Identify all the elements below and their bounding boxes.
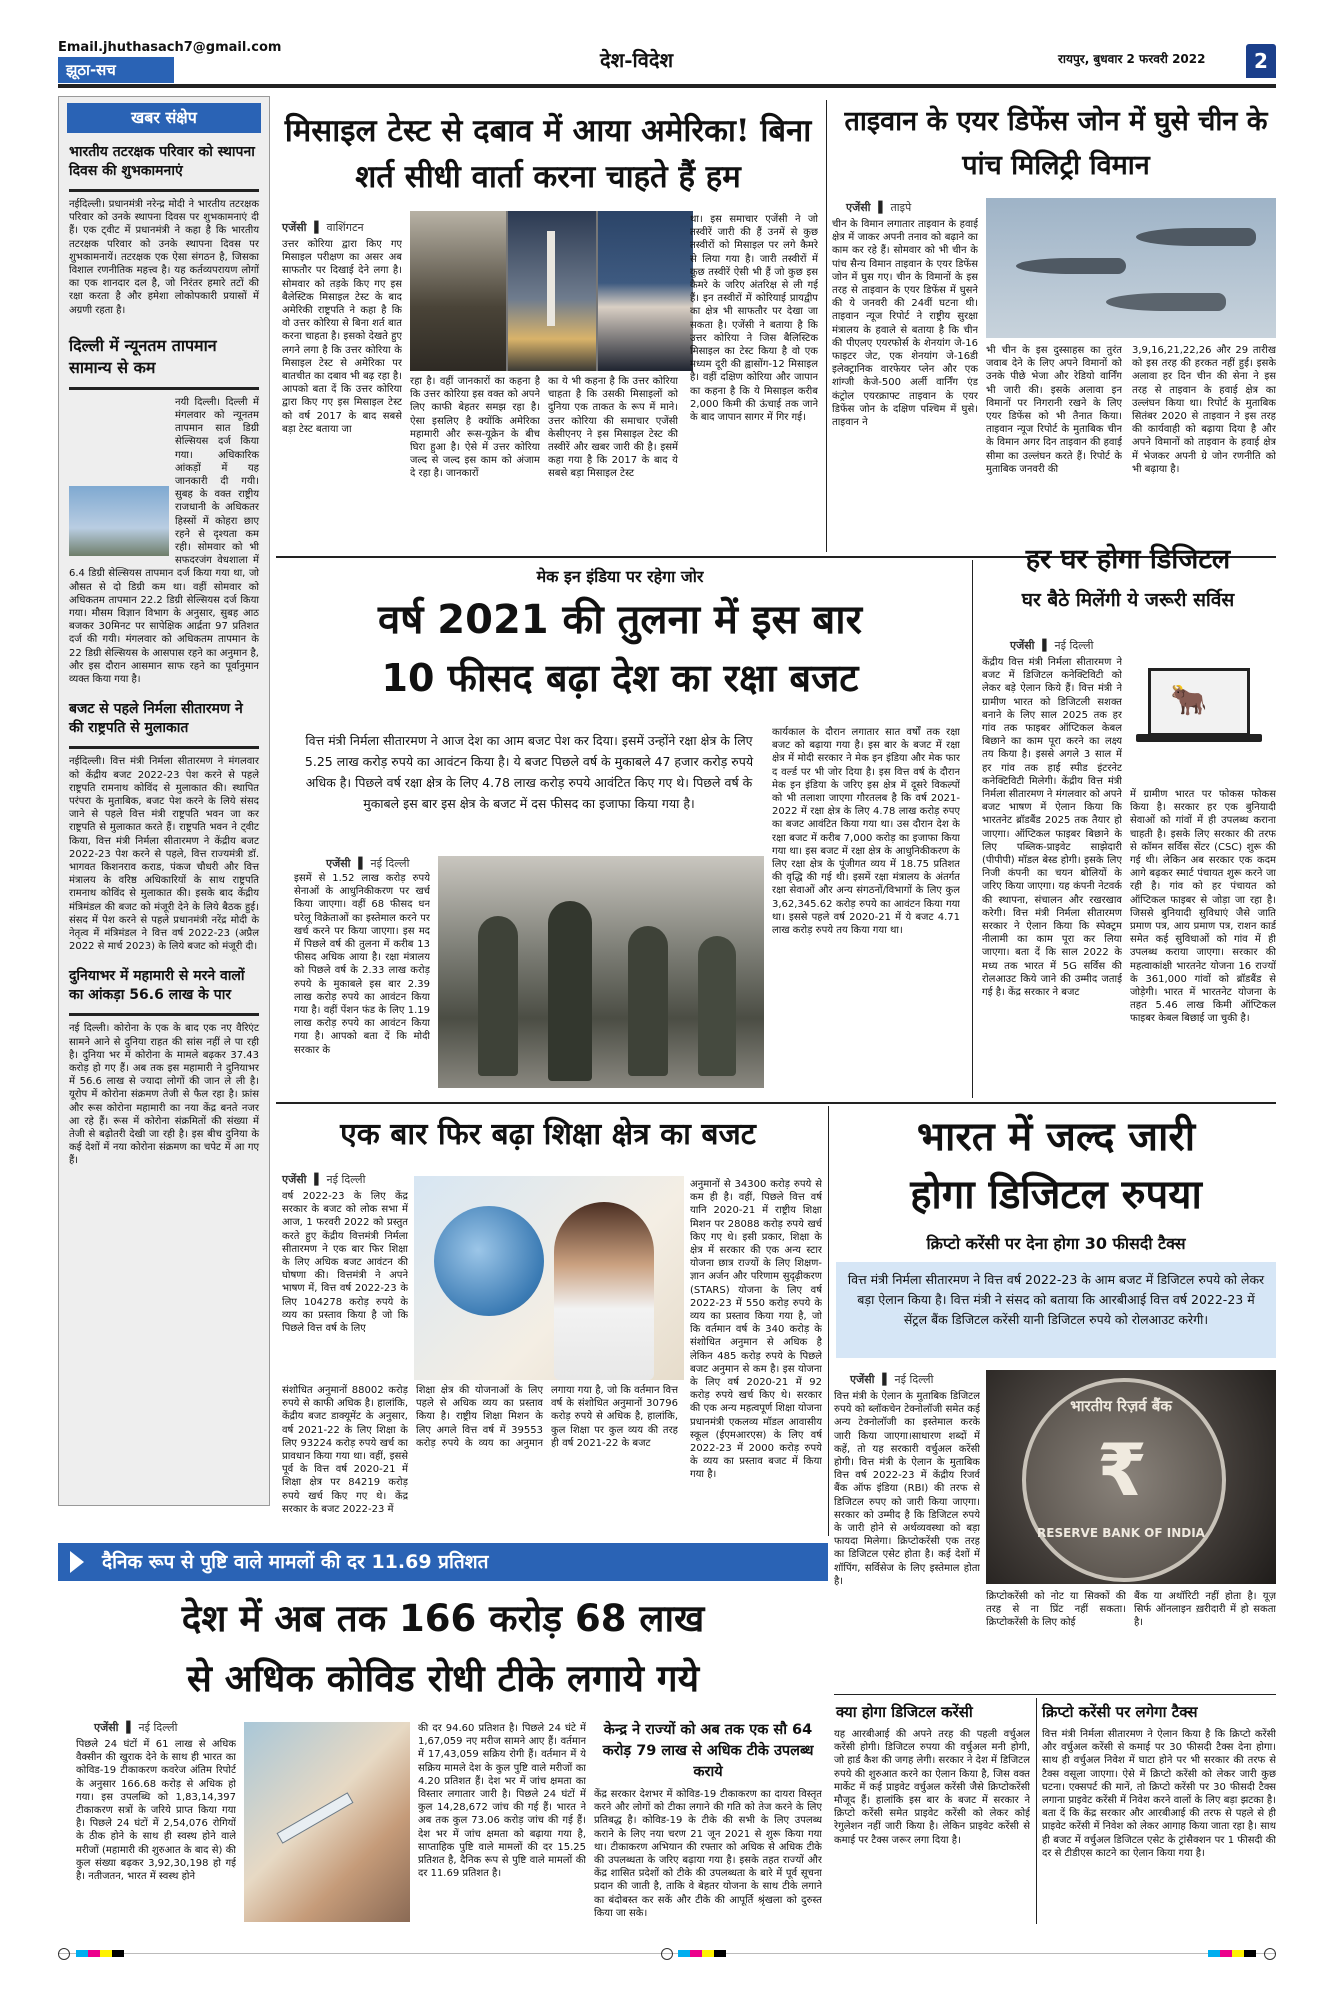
masthead-date: रायपुर, बुधवार 2 फरवरी 2022 — [1058, 52, 1206, 66]
defence-intro: वित्त मंत्री निर्मला सीतारमण ने आज देश का आम बजट पेश कर दिया। इसमें उन्होंने रक्षा क्षेत्र के लिए 5.25 लाख करोड़ रुपये का आवंटन किया है। ये बजट पिछले वर्ष के मुकाबले 47 हजार करोड़ रुपये अधिक है। पिछले वर्ष रक्षा क्षेत्र के लिए 4.78 लाख करोड़ रुपये आवंटित किए गए थे। पिछले वर्ष के मुकाबले इस बार इस क्षेत्र के बजट में दस फीसद का इजाफा किया गया है। — [304, 733, 754, 811]
soldier-silhouette — [628, 926, 668, 1076]
article-text: का ये भी कहना है कि उत्तर कोरिया चाहता है कि उसकी मिसाइलों को दुनिया एक ताकत के रूप में माने। उत्तर कोरिया की समाचार एजेंसी केसीएनए ने इस मिसाइल टेस्ट की तस्वीरें और खबर जारी की है। इसमें कहा गया है कि 2017 के बाद ये सबसे बड़ा मिसाइल टेस्ट — [548, 376, 678, 480]
syringe-icon — [276, 1792, 353, 1843]
globe-shape — [434, 1206, 544, 1316]
page-number-badge — [1246, 44, 1276, 78]
rupee-intro: वित्त मंत्री निर्मला सीतारमण ने वित्त वर्ष 2022-23 के आम बजट में डिजिटल रुपये को लेकर बड़ा ऐलान किया है। वित्त मंत्री ने संसद को बताया कि आरबीआई वित्त वर्ष 2022-23 में सेंट्रल बैंक डिजिटल करेंसी यानी डिजिटल रुपये को रोलआउट करेगी। — [847, 1272, 1265, 1327]
sidebar-headline[interactable]: दिल्ली में न्यूनतम तापमान सामान्य से कम — [69, 335, 217, 377]
sidebar-title — [67, 103, 261, 133]
dateline: नई दिल्ली — [326, 1173, 366, 1186]
section-title: देश-विदेश — [600, 48, 674, 72]
masthead-brand — [58, 57, 174, 83]
defence-headline[interactable]: वर्ष 2021 की तुलना में इस बार — [378, 597, 862, 643]
fog-photo — [69, 486, 169, 556]
sidebar-divider — [69, 746, 259, 749]
article-text: अनुमानों से 34300 करोड़ रुपये से कम ही है। वहीं, पिछले वित्त वर्ष यानि 2020-21 में राष्ट्रीय शिक्षा मिशन पर 28088 करोड़ रुपये खर्च किए गए थे। इसी प्रकार, शिक्षा के क्षेत्र में सरकार की एक अन्य स्टार योजना छात्र राज्यों के लिए शिक्षण-ज्ञान अर्जन और परिणाम सुदृढ़ीकरण (STARS) योजना के लिए वर्ष 2022-23 में 550 करोड़ रुपये के व्यय का प्रस्ताव किया गया है, जो कि वर्तमान वर्ष के 340 करोड़ के संशोधित अनुमान से अधिक है लेकिन 485 करोड़ रुपये के पिछले बजट अनुमान से कम है। इस योजना के लिए वर्ष 2020-21 में 92 करोड़ रुपये खर्च किए थे। सरकार की एक अन्य महत्वपूर्ण शिक्षा योजना प्रधानमंत्री एकलव्य मॉडल आवासीय स्कूल (ईएमआरएस) के लिए वर्ष 2022-23 में 2000 करोड़ रुपये के व्यय का प्रस्ताव बजट में किया गया है। — [690, 1179, 822, 1481]
sidebar-text: नयी दिल्ली। दिल्ली में मंगलवार को न्यूनतम तापमान सात डिग्री सेल्सियस दर्ज किया गया। अधिकारिक आंकड़ों में यह जानकारी दी गयी। सुबह के वक्त राष्ट्रीय राजधानी के अधिकतर हिस्सों में कोहरा छाए रहने से दृश्यता कम रही। सोमवार को भी सफदरजंग वेधशाला में 6.4 डिग्री सेल्सियस तापमान दर्ज किया गया था, जो औसत से दो डिग्री कम था। वहीं सोमवार को अधिकतम तापमान 22.2 डिग्री सेल्सियस दर्ज किया गया। मौसम विज्ञान विभाग के अनुसार, सुबह आठ बजकर 30मिनट पर सापेक्षिक आर्द्रता 97 प्रतिशत दर्ज की गयी। मंगलवार को अधिकतम तापमान के 22 डिग्री सेल्सियस के आसपास रहने का अनुमान है, और इस दौरान आसमान साफ रहने का पूर्वानुमान व्यक्त किया गया है। — [69, 396, 259, 686]
jet-silhouette — [1016, 258, 1126, 274]
article-text: की दर 94.60 प्रतिशत है। पिछले 24 घंटे में 1,67,059 नए मरीज सामने आए हैं। वर्तमान में 17,43,059 सक्रिय रोगी हैं। वर्तमान में ये सक्रिय मामले देश के कुल पुष्टि वाले मरीजों का 4.20 प्रतिशत हैं। देश भर में जांच क्षमता का विस्तार लगातार जारी है। पिछले 24 घंटों में कुल 14,28,672 जांच की गई हैं। भारत ने अब तक कुल 73.06 करोड़ जांच की गई हैं। देश भर में जांच क्षमता को बढ़ाया गया है, साप्ताहिक पुष्टि वाले मामलों की दर 15.25 प्रतिशत है, दैनिक रूप से पुष्टि वाले मामलों की दर 11.69 प्रतिशत है। — [418, 1723, 586, 1880]
sidebar-divider — [69, 1013, 259, 1016]
agency: एजेंसी — [1010, 639, 1035, 652]
news-brief-sidebar — [58, 96, 270, 1506]
leader-photo — [410, 211, 506, 371]
registration-mark-icon — [1264, 1948, 1276, 1960]
defence-byline: एजेंसी ▌ नई दिल्ली — [326, 857, 410, 870]
article-text: यह आरबीआई की अपने तरह की पहली वर्चुअल करेंसी होगी। डिजिटल रुपया की वर्चुअल मनी होगी, जो हार्ड कैश की जगह लेगी। सरकार ने देश में डिजिटल रुपये की शुरुआत करने का ऐलान किया है, जिस वक्त मार्केट में कई प्राइवेट वर्चुअल करेंसी जैसे क्रिप्टोकरेंसी मौजूद हैं। हालांकि इस बार के बजट में सरकार ने क्रिप्टो करेंसी समेत प्राइवेट करेंसी को लेकर कोई रेगुलेशन नहीं जारी किया है। लेकिन प्राइवेट करेंसी से कमाई पर टैक्स जरूर लगा दिया है। — [834, 1729, 1030, 1846]
dateline: नई दिल्ली — [370, 857, 410, 870]
column-divider — [1036, 1698, 1037, 1924]
sidebar-divider — [69, 189, 259, 192]
registration-mark-icon — [661, 1948, 673, 1960]
horizontal-rule — [834, 1694, 1276, 1695]
sidebar-text: नईदिल्ली। प्रधानमंत्री नरेन्द्र मोदी ने भारतीय तटरक्षक परिवार को उनके स्थापना दिवस पर शुभकामनाएं दी हैं। एक ट्वीट में प्रधानमंत्री ने कहा है कि भारतीय तटरक्षक परिवार को उनके स्थापना दिवस पर शुभकामनायें। तटरक्षक एक ऐसा संगठन है, जिसका विशाल रणनीतिक महत्त्व है। यह कर्तव्यपरायण लोगों का एक शानदार दल है, जो निरंतर हमारे तटों की रक्षा करता है और हमेशा लोकोपकारी प्रयासों में अग्रणी रहता है। — [69, 199, 259, 316]
girl-with-globe-photo — [414, 1176, 684, 1380]
brand-label: झूठा-सच — [66, 61, 116, 79]
soldiers-photo — [438, 856, 764, 1088]
sidebar-headline[interactable]: भारतीय तटरक्षक परिवार को स्थापना दिवस की शुभकामनाएं — [69, 144, 255, 179]
dateline: ताइपे — [890, 201, 912, 214]
jet-silhouette — [1136, 228, 1256, 246]
defence-headline[interactable]: 10 फीसद बढ़ा देश का रक्षा बजट — [381, 656, 859, 700]
digital-byline: एजेंसी ▌ नई दिल्ली — [1010, 639, 1094, 652]
article-text: केंद्रीय वित्त मंत्री निर्मला सीतारमण ने बजट में डिजिटल कनेक्टिविटी को लेकर बड़े ऐलान किये हैं। वित्त मंत्री ने ग्रामीण भारत को डिजिटली सशक्त बनाने के लिए साल 2025 तक हर गांव तक फाइबर ऑप्टिकल केबल बिछाने का काम पूरा करने का लक्ष्य तय किया है। इससे अगले 3 साल में हर गांव तक हाई स्पीड इंटरनेट कनेक्टिविटी मिलेगी। केंद्रीय वित्त मंत्री निर्मला सीतारमण ने मंगलवार को अपने बजट भाषण में ऐलान किया कि भारतनेट ब्रॉडबैंड 2025 तक तैयार हो जाएगा। ऑप्टिकल फाइबर बिछाने के लिए पब्लिक-प्राइवेट साझेदारी (पीपीपी) मॉडल बेस्ड होगी। इसके लिए निजी कंपनी का चयन बोलियों के जरिए किया जाएगा। यह कंपनी नेटवर्क की स्थापना, संचालन और रखरखाव करेगी। वित्त मंत्री निर्मला सीतारमण सरकार ने ऐलान किया कि स्पेक्ट्रम नीलामी का काम पूरा कर लिया जाएगा। बता दें कि साल 2022 के मध्य तक भारत में 5G सर्विस की रोलआउट किये जाने की उम्मीद जताई गई है। केंद्र सरकार ने बजट — [982, 657, 1122, 999]
rupee-subhead[interactable]: क्या होगा डिजिटल करेंसी — [836, 1703, 973, 1721]
rbi-seal-text-english: RESERVE BANK OF INDIA — [1037, 1526, 1205, 1540]
vaccine-side-headline[interactable]: केन्द्र ने राज्यों को अब तक एक सौ 64 करोड़ 79 लाख से अधिक टीके उपलब्ध कराये — [602, 1722, 814, 1780]
agency: एजेंसी — [326, 857, 351, 870]
agency: एजेंसी — [846, 201, 871, 214]
article-text: में ग्रामीण भारत पर फोकस फोकस किया है। सरकार हर एक बुनियादी सेवाओं को गांवों में ही उपलब्ध कराना चाहती है। इसके लिए सरकार की तरफ से कॉमन सर्विस सेंटर (CSC) शुरू की गई थी। लेकिन अब सरकार एक कदम आगे बढ़कर स्मार्ट पंचायत शुरू करने जा रही है। गांव को हर पंचायत को ऑप्टिकल फाइबर से जोड़ा जा रहा है। जिससे बुनियादी सुविधाएं जैसे जाति प्रमाण पत्र, आय प्रमाण पत्र, राशन कार्ड समेत कई सुविधाओं को गांव में ही उपलब्ध कराया जाएगा। सरकार की महत्वाकांक्षी भारतनेट योजना 16 राज्यों के 361,000 गांवों को ब्रॉडबैंड से जोड़ेगी। भारत में भारतनेट योजना के तहत 5.46 लाख किमी ऑप्टिकल फाइबर केबल बिछाई जा चुकी है। — [1130, 789, 1276, 1025]
fighter-jets-photo — [986, 198, 1276, 338]
article-text: भी चीन के इस दुस्साहस का तुरंत जवाब देने के लिए अपने विमानों को उनके पीछे भेजा और रेडियो वार्निंग भी जारी की। इसके अलावा इन विमानों पर निगरानी रखने के लिए एयर डिफेंस को भी तैनात किया। ताइवान न्यूज रिपोर्ट के मुताबिक चीन के विमान अगर दिन ताइवान की हवाई सीमा का उल्लंघन करते हैं। रिपोर्ट के मुताबिक जनवरी की — [986, 345, 1122, 475]
vaccine-banner-text: दैनिक रूप से पुष्टि वाले मामलों की दर 11.69 प्रतिशत — [102, 1551, 489, 1573]
article-text: पिछले 24 घंटों में 61 लाख से अधिक वैक्सीन की खुराक देने के साथ ही भारत का कोविड-19 टीकाकरण कवरेज अंतिम रिपोर्ट के अनुसार 166.68 करोड़ से अधिक हो गया। इस उपलब्धि को 1,83,14,397 टीकाकरण सत्रों के जरिये प्राप्त किया गया है। पिछले 24 घंटों में 2,54,076 रोगियों के ठीक होने के साथ ही स्वस्थ होने वाले मरीजों (महामारी की शुरुआत के बाद से) की कुल संख्या बढ़कर 3,92,30,198 हो गई है। नतीजतन, भारत में स्वस्थ होने — [76, 1739, 236, 1883]
rupee-subheadline: क्रिप्टो करेंसी पर देना होगा 30 फीसदी टैक्स — [926, 1234, 1186, 1253]
dateline: नई दिल्ली — [138, 1721, 178, 1734]
agency: एजेंसी — [850, 1373, 875, 1386]
rupee-intro-box — [836, 1262, 1276, 1358]
missile-headline[interactable]: मिसाइल टेस्ट से दबाव में आया अमेरिका! बिना शर्त सीधी वार्ता करना चाहते हैं हम — [284, 113, 812, 195]
soldier-silhouette — [548, 901, 592, 1081]
footer-bar — [58, 1948, 1276, 1960]
dateline: वाशिंगटन — [326, 221, 364, 234]
taiwan-byline: एजेंसी ▌ ताइपे — [846, 201, 912, 214]
article-text: वर्ष 2022-23 के लिए केंद्र सरकार के बजट को लोक सभा में आज, 1 फरवरी 2022 को प्रस्तुत करते हुए केंद्रीय वित्तमंत्री निर्मला सीतारमण ने एक बार फिर शिक्षा के लिए अधिक बजट आवंटन की घोषणा की। वित्तमंत्री ने अपने भाषण में, वित्त वर्ष 2022-23 के लिए 104278 करोड़ रुपये के व्यय का प्रस्ताव किया है जो कि पिछले वित्त वर्ष के लिए — [282, 1191, 408, 1335]
sidebar-divider — [69, 387, 259, 390]
jet-silhouette — [1106, 293, 1226, 311]
banner-arrow — [70, 1551, 84, 1573]
article-text: केंद्र सरकार देशभर में कोविड-19 टीकाकरण का दायरा विस्तृत करने और लोगों को टीका लगाने की गति को तेज करने के लिए प्रतिबद्ध है। कोविड-19 के टीके की सभी के लिए उपलब्ध कराने के लिए नया चरण 21 जून 2021 से शुरू किया गया था। टीकाकरण अभियान की रफ्तार को अधिक से अधिक टीके की उपलब्धता के जरिए बढ़ाया गया है। इसके तहत राज्यों और केंद्र शासित प्रदेशों को टीके की उपलब्धता के बारे में पूर्व सूचना प्रदान की जाती है, ताकि वे बेहतर योजना के साथ टीके लगाने का बंदोबस्त कर सकें और टीके की आपूर्ति श्रृंखला को दुरुस्त किया जा सके। — [594, 1789, 822, 1919]
girl-silhouette — [554, 1202, 654, 1380]
article-text: क्रिप्टोकरेंसी को नोट या सिक्कों की तरह से ना प्रिंट नहीं सकता। क्रिप्टोकरेंसी के लिए कोई — [986, 1591, 1126, 1629]
color-swatch-strip — [1208, 1950, 1256, 1957]
missile-photo-collage — [410, 211, 693, 371]
education-byline: एजेंसी ▌ नई दिल्ली — [282, 1173, 366, 1186]
masthead-rule — [58, 84, 1276, 88]
masthead — [0, 0, 1323, 92]
article-text: इसमें से 1.52 लाख करोड़ रुपये सेनाओं के आधुनिकीकरण पर खर्च किया जाएगा। वहीं 68 फीसद धन घरेलू विक्रेताओं का इस्तेमाल करने पर खर्च करने पर किया जाएगा। इस मद में पिछले वर्ष की तुलना में करीब 13 फीसद अधिक आया है। रक्षा मंत्रालय को पिछले वर्ष के 2.33 लाख करोड़ रुपये के मुकाबले इस बार 2.39 लाख करोड़ रुपये का आवंटन किया गया है। वहीं पेंशन फंड के लिए 1.19 लाख करोड़ रुपये का आवंटन किया गया है। आपको बता दें कि मोदी सरकार के — [294, 873, 430, 1056]
rbi-seal-photo — [986, 1370, 1276, 1584]
column-divider — [972, 560, 973, 1098]
rupee-subhead[interactable]: क्रिप्टो करेंसी पर लगेगा टैक्स — [1042, 1703, 1198, 1721]
article-text: वित्त मंत्री निर्मला सीतारमण ने ऐलान किया है कि क्रिप्टो करेंसी और वर्चुअल करेंसी से कमाई पर 30 फीसदी टैक्स देना होगा। साथ ही वर्चुअल निवेश में घाटा होने पर भी सरकार की तरफ से टैक्स वसूला जाएगा। ऐसे में क्रिप्टो करेंसी को लेकर जारी कुछ घटना। एक्सपर्ट की मानें, तो क्रिप्टो करेंसी पर 30 फीसदी टैक्स लगाना प्राइवेट करेंसी में निवेश करने वालों के लिए बड़ा झटका है। बता दें कि केंद्र सरकार और आरबीआई की तरफ से पहले से ही प्राइवेट करेंसी में निवेश को लेकर आगाह किया जाता रहा है। साथ ही बजट में वर्चुअल डिजिटल एसेट के ट्रांसैक्शन पर 1 फीसदी की दर से टीडीएस काटने का ऐलान किया गया है। — [1042, 1729, 1276, 1859]
registration-mark-icon — [58, 1948, 70, 1960]
digital-headline[interactable]: हर घर होगा डिजिटल — [1025, 544, 1231, 575]
dateline: नई दिल्ली — [894, 1373, 934, 1386]
column-divider — [826, 100, 827, 552]
sidebar-text: नईदिल्ली। वित्त मंत्री निर्मला सीतारमण ने मंगलवार को केंद्रीय बजट 2022-23 पेश करने से पहले राष्ट्रपति रामनाथ कोविंद से मुलाकात की। स्थापित परंपरा के मुताबिक, बजट पेश करने के लिये संसद जाने से पहले वित्त मंत्री राष्ट्रपति भवन जा कर राष्ट्रपति से मुलाकात करते हैं। राष्ट्रपति भवन ने ट्वीट किया, वित्त मंत्री निर्मला सीतारमण ने केंद्रीय बजट 2022-23 पेश करने से पहले, वित्त राज्यमंत्री डॉ. भागवत किशनराव कराड, पंकज चौधरी और वित्त मंत्रालय के वरिष्ठ अधिकारियों के साथ राष्ट्रपति रामनाथ कोविंद से मुलाकात की। इसके बाद केंद्रीय मंत्रिमंडल की बजट को मंजूरी देने के लिये बैठक हुई। संसद में पेश करने से पहले प्रधानमंत्री नरेंद्र मोदी के नेतृत्व में मंत्रिमंडल ने वित्त वर्ष 2022-23 (अप्रैल 2022 से मार्च 2023) के लिये बजट को मंजूरी दी। — [69, 756, 259, 953]
article-text: बैंक या अथॉरिटी नहीं होता है। यूज़ सिर्फ ऑनलाइन ख़रीदारी में हो सकता है। — [1134, 1591, 1276, 1629]
color-swatch-strip — [678, 1950, 726, 1957]
vaccine-banner — [58, 1543, 828, 1581]
masthead-email[interactable]: Email.jhuthasach7@gmail.com — [58, 40, 282, 55]
rupee-headline[interactable]: होगा डिजिटल रुपया — [910, 1171, 1202, 1218]
agency: एजेंसी — [282, 1173, 307, 1186]
article-text: वित्त मंत्री के ऐलान के मुताबिक डिजिटल रुपये को ब्लॉकचेन टेक्नोलॉजी समेत कई अन्य टेक्नोलॉजी का इस्तेमाल करके जारी किया जाएगा।साधारण शब्दों में कहें, तो यह सरकारी वर्चुअल करेंसी होगी। वित्त मंत्री के ऐलान के मुताबिक वित्त वर्ष 2022-23 में केंद्रीय रिजर्व बैंक ऑफ इंडिया (RBI) की तरफ से डिजिटल रुपए को जारी किया जाएगा। सरकार को उम्मीद है कि डिजिटल रुपये के जारी होने से अर्थव्यवस्था को बड़ा फायदा मिलेगा। क्रिप्टोकरेंसी एक तरह का डिजिटल एसेट होता है। कई देशों में शॉपिंग, सर्विसेज के लिए इस्तेमाल होता है। — [834, 1391, 980, 1587]
president-photo — [598, 211, 693, 371]
vaccination-photo — [244, 1722, 410, 1922]
article-text: संशोधित अनुमानों 88002 करोड़ रुपये से काफी अधिक है। हालांकि, केंद्रीय बजट डाक्यूमेंट के अनुसार, वर्ष 2021-22 के लिए शिक्षा के लिए 93224 करोड़ रुपये खर्च का प्रावधान किया गया था। वहीं, इससे पूर्व के वित्त वर्ष 2020-21 में शिक्षा क्षेत्र पर 84219 करोड़ रुपये खर्च किए गए थे। केंद्र सरकार के बजट 2022-23 में — [282, 1385, 408, 1515]
vaccine-byline: एजेंसी ▌ नई दिल्ली — [94, 1721, 178, 1734]
rupee-headline[interactable]: भारत में जल्द जारी — [916, 1113, 1196, 1160]
education-headline[interactable]: एक बार फिर बढ़ा शिक्षा क्षेत्र का बजट — [340, 1117, 756, 1152]
missile-byline: एजेंसी ▌ वाशिंगटन — [282, 221, 364, 234]
missile-body — [547, 231, 555, 326]
bullock-cart-icon: 🐂 — [1170, 683, 1208, 718]
column-divider — [828, 1106, 829, 1536]
laptop-base — [1136, 734, 1262, 742]
article-text: चीन के विमान लगातार ताइवान के हवाई क्षेत्र में जाकर अपनी तनाव को बढ़ाने का काम कर रहे हैं। सोमवार को भी चीन के पांच सैन्य विमान ताइवान के एयर डिफेंस जोन में घुस गए। चीन के विमानों के इस तरह से ताइवान के एयर डिफेंस में घुसने की ये जनवरी की 24वीं घटना थी। ताइवान न्यूज रिपोर्ट ने राष्ट्रीय सुरक्षा मंत्रालय के हवाले से बताया है कि चीन की पीएलए एयरफोर्स के शेनयांग जे-16 फाइटर जेट, एक शेनयांग जे-16डी इलेक्ट्रानिक वारफेयर प्लेन और एक शांग्जी केजे-500 अर्ली वार्निंग एंड कंट्रोल एयरक्राफ्ट ताइवान के एयर डिफेंस जोन के दक्षिण पश्चिम में घुसे। ताइवान ने — [832, 219, 978, 429]
laptop-bullock-cart-photo — [1130, 656, 1276, 782]
agency: एजेंसी — [94, 1721, 119, 1734]
horizontal-rule — [276, 1102, 1276, 1104]
soldier-silhouette — [478, 916, 518, 1076]
article-text: था। इस समाचार एजेंसी ने जो तस्वीरें जारी की हैं उनमें से कुछ तस्वीरों को मिसाइल पर लगे कैमरे से लिया गया है। जारी तस्वीरों में कुछ तस्वीरें ऐसी भी हैं जो कुछ इस कैमरे के जरिए अंतरिक्ष से ली गई हैं। इन तस्वीरों में कोरियाई प्रायद्वीप का क्षेत्र भी साफतौर पर देखा जा सकता है। एजेंसी ने बताया है कि उत्तर कोरिया ने जिस बैलिस्टिक मिसाइल का टेस्ट किया है वो एक मध्यम दूरी की ह्वासोंग-12 मिसाइल है। वहीं दक्षिण कोरिया और जापान का कहना है कि ये मिसाइल करीब 2,000 किमी की ऊंचाई तक जाने के बाद जापान सागर में गिर गई। — [690, 214, 818, 424]
soldier-silhouette — [698, 936, 736, 1076]
sidebar-headline[interactable]: दुनियाभर में महामारी से मरने वालों का आंकड़ा 56.6 लाख के पार — [69, 968, 245, 1004]
sidebar-title-text: खबर संक्षेप — [131, 108, 197, 127]
rupee-byline: एजेंसी ▌ नई दिल्ली — [850, 1373, 934, 1386]
page-number: 2 — [1254, 49, 1268, 73]
taiwan-headline[interactable]: ताइवान के एयर डिफेंस जोन में घुसे चीन के पांच मिलिट्री विमान — [844, 106, 1268, 181]
vaccine-headline[interactable]: देश में अब तक 166 करोड़ 68 लाख — [181, 1597, 705, 1640]
article-text: उत्तर कोरिया द्वारा किए गए मिसाइल परीक्षण का असर अब साफतौर पर दिखाई देने लगा है। सोमवार को तड़के किए गए इस बैलेस्टिक मिसाइल टेस्ट के बाद अमेरिकी राष्ट्रपति ने कहा है कि वो उत्तर कोरिया से बिना शर्त बात करना चाहता है। इसको देखते हुए लगने लगा है कि उत्तर कोरिया के मिसाइल टेस्ट से अमेरिका पर बातचीत का दबाव भी बढ़ रहा है। आपको बता दें कि उत्तर कोरिया द्वारा किए गए इस मिसाइल टेस्ट को वर्ष 2017 के बाद सबसे बड़ा टेस्ट बताया जा — [282, 239, 402, 435]
rbi-seal-text-hindi: भारतीय रिज़र्व बैंक — [1070, 1397, 1172, 1415]
article-text: कार्यकाल के दौरान लगातार सात वर्षों तक रक्षा बजट को बढ़ाया गया है। इस बार के बजट में रक्षा क्षेत्र में मोदी सरकार ने मेक इन इंडिया और मेक फार द वर्ल्ड पर भी जोर दिया है। इस वित्त वर्ष के दौरान मेक इन इंडिया के जरिए इस क्षेत्र में दूसरे विकल्पों को भी तलाशा जाएगा गौरतलब है कि वर्ष 2021-2022 में रक्षा क्षेत्र के लिए 4.78 लाख करोड़ रुपए का बजट आवंटित किया गया था। उस दौरान देश के रक्षा बजट में करीब 7,000 करोड़ का इजाफा किया गया था। इस बजट में रक्षा क्षेत्र के आधुनिकीकरण के लिए रक्षा क्षेत्र के पूंजीगत व्यय में 18.75 प्रतिशत की वृद्धि की गई थी। इसमें रक्षा मंत्रालय के अंतर्गत रक्षा सेवाओं और अन्य संगठनों/विभागों के लिए कुल 3,62,345.62 करोड़ रुपये का आवंटन किया गया था। इससे पहले वर्ष 2020-21 में ये बजट 4.71 लाख करोड़ रुपये तय किया गया था। — [772, 727, 960, 937]
dateline: नई दिल्ली — [1054, 639, 1094, 652]
defence-kicker: मेक इन इंडिया पर रहेगा जोर — [536, 567, 704, 586]
sidebar-headline[interactable]: बजट से पहले निर्मला सीतारमण ने की राष्ट्रपति से मुलाकात — [69, 701, 243, 737]
agency: एजेंसी — [282, 221, 307, 234]
vaccine-headline[interactable]: से अधिक कोविड रोधी टीके लगाये गये — [186, 1657, 700, 1700]
color-swatch-strip — [76, 1950, 124, 1957]
article-text: रहा है। वहीं जानकारों का कहना है कि उत्तर कोरिया इस वक्त को अपने लिए काफी बेहतर समझ रहा है। ऐसा इसलिए है क्योंकि अमेरिका महामारी और रूस-यूक्रेन के बीच घिरा हुआ है। ऐसे में उत्तर कोरिया जल्द से जल्द इस काम को अंजाम दे रहा है। जानकारों — [410, 376, 540, 480]
article-text: 3,9,16,21,22,26 और 29 तारीख को इस तरह की हरकत नहीं हुई। इसके अलावा हर दिन चीन की सेना ने इस तरह से ताइवान के हवाई क्षेत्र का उल्लंघन किया था। रिपोर्ट के मुताबिक सितंबर 2020 से ताइवान ने इस तरह की कार्यवाही को बढ़ाया दिया है और अपने विमानों को ताइवान के हवाई क्षेत्र में भेजकर अपनी ग्रे जोन रणनीति को भी बढ़ाया है। — [1132, 345, 1276, 475]
digital-subheadline[interactable]: घर बैठे मिलेंगी ये जरूरी सर्विस — [1021, 589, 1235, 611]
article-text: शिक्षा क्षेत्र की योजनाओं के लिए पहले से अधिक व्यय का प्रस्ताव किया है। राष्ट्रीय शिक्षा मिशन के लिए अगले वित्त वर्ष में 39553 करोड़ रुपये के व्यय का अनुमान लगाया गया है, जो कि वर्तमान वित्त वर्ष के संशोधित अनुमानों 30796 करोड़ रुपये से अधिक है, हालांकि, कुल शिक्षा पर कुल व्यय की तरह ही वर्ष 2021-22 के बजट — [416, 1385, 678, 1449]
rupee-symbol-icon: ₹ — [1096, 1428, 1148, 1512]
sidebar-text: नई दिल्ली। कोरोना के एक के बाद एक नए वैरिएंट सामने आने से दुनिया राहत की सांस नहीं ले पा रही है। दुनिया भर में कोरोना के मामले बढ़कर 37.43 करोड़ हो गए हैं। अब तक इस महामारी ने दुनियाभर में 56.6 लाख से ज्यादा लोगों की जान ले ली है। यूरोप में कोरोना संक्रमण तेजी से फैल रहा है। फ्रांस और रूस कोरोना महामारी का नया केंद्र बनते नजर आ रहे हैं। रूस में कोरोना संक्रमितों की संख्या में तेजी से बढ़ोतरी देखी जा रही है। इस बीच दुनिया के कई देशों में नया कोरोना संक्रमण का चपेट में आ गए हैं। — [69, 1023, 259, 1167]
